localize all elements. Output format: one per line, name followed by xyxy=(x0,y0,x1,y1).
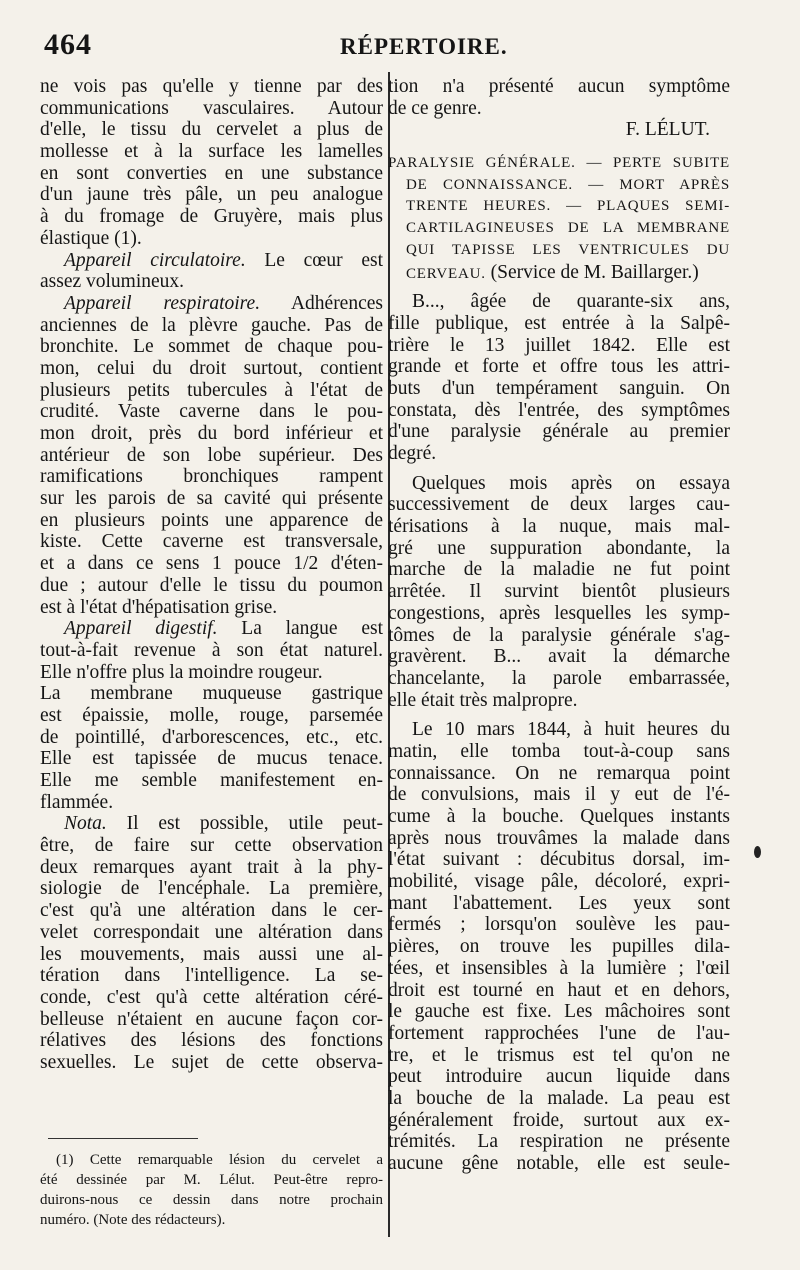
text-line: trémités. La respiration ne présente xyxy=(388,1131,730,1153)
text-line: tre, et le trismus est tel qu'on ne xyxy=(388,1044,730,1066)
text-line: fortement rapprochées l'une de l'au- xyxy=(388,1022,730,1044)
line-text: Le cœur est xyxy=(245,249,383,271)
text-line: droit est tourné en haut et en dehors, xyxy=(388,979,730,1001)
text-line: peut introduire aucun liquide dans xyxy=(388,1066,730,1088)
text-line: d'elle, le tissu du cervelet a plus de xyxy=(40,119,383,141)
text-line: communications vasculaires. Autour xyxy=(40,97,383,119)
text-line: bronchite. Le sommet de chaque pou- xyxy=(40,336,383,358)
text-line: l'état suivant : décubitus dorsal, im- xyxy=(388,849,730,871)
text-line: térisations à la nuque, mais mal- xyxy=(388,516,730,538)
text-line: elle était très malpropre. xyxy=(388,689,578,711)
text-line: tômes de la paralysie générale s'ag- xyxy=(388,624,730,646)
text-line: mon, celui du droit surtout, contient xyxy=(40,357,383,379)
text-line xyxy=(40,293,383,315)
text-line xyxy=(40,813,383,835)
text-line: Elle me semble manifestement en- xyxy=(40,770,383,791)
text-line xyxy=(40,250,383,272)
italic-heading: Appareil circulatoire. xyxy=(64,249,246,271)
ink-blot xyxy=(754,846,761,858)
text-line: de convulsions, mais il y eut de l'é- xyxy=(388,784,730,806)
case-heading-cerveau: CERVEAU. xyxy=(406,265,486,282)
text-line: pières, on trouve les pupilles dila- xyxy=(388,936,730,958)
text-line: deux remarques ayant trait à la phy- xyxy=(40,856,383,878)
text-line: sexuelles. Le sujet de cette observa- xyxy=(40,1051,383,1073)
text-line: tération dans l'intelligence. La se- xyxy=(40,965,383,987)
right-column-top xyxy=(388,76,730,119)
case-heading-line: TRENTE HEURES. — PLAQUES SEMI- xyxy=(406,198,730,215)
text-line: généralement froide, surtout aux ex- xyxy=(388,1109,730,1131)
text-line: La membrane muqueuse gastrique xyxy=(40,683,383,705)
text-line: gré une suppuration abondante, la xyxy=(388,537,730,559)
text-line: est à l'état d'hépatisation grise. xyxy=(40,596,278,618)
text-line: kiste. Cette caverne est transversale, xyxy=(40,531,383,553)
text-line: d'une paralysie générale au premier xyxy=(388,421,730,443)
text-line: le gauche est fixe. Les mâchoires sont xyxy=(388,1001,730,1023)
text-line: plusieurs petits tubercules à l'état de xyxy=(40,379,383,401)
text-line: fille publique, est entrée à la Salpê- xyxy=(388,312,730,334)
text-line: grande et forte et offre tous les attri- xyxy=(388,356,730,378)
paragraph-gap xyxy=(388,465,730,473)
text-line: mobilité, visage pâle, décoloré, expri- xyxy=(388,871,730,893)
text-line: c'est qu'à une altération dans le cer- xyxy=(40,900,383,922)
text-line: degré. xyxy=(388,443,437,464)
italic-heading: Nota. xyxy=(64,813,107,835)
text-line: aucune gêne notable, elle est seule- xyxy=(388,1153,730,1174)
text-line: successivement de deux larges cau- xyxy=(388,494,730,516)
text-line: due ; autour d'elle le tissu du poumon xyxy=(40,574,383,596)
text-line: buts d'un tempérament sanguin. On xyxy=(388,377,730,399)
case-heading-line: QUI TAPISSE LES VENTRICULES DU xyxy=(406,241,730,258)
text-line: marche de la maladie ne fut point xyxy=(388,559,730,581)
text-line: Quelques mois après on essaya xyxy=(412,472,730,494)
text-line: être, de faire sur cette observation xyxy=(40,835,383,857)
text-line: mollesse et à la surface les lamelles xyxy=(40,141,383,163)
text-line: flammée. xyxy=(40,791,114,813)
footnote-line: duirons-nous ce dessin dans notre prochain xyxy=(40,1192,383,1208)
text-line xyxy=(40,618,383,640)
line-text: Adhérences xyxy=(260,292,383,314)
text-line: constata, dès l'entrée, des symptômes xyxy=(388,399,730,421)
text-line: siologie de l'encéphale. La première, xyxy=(40,878,383,900)
text-line: Le 10 mars 1844, à huit heures du xyxy=(412,719,730,741)
case-heading-last-line xyxy=(388,262,730,284)
text-line: fermés ; lorsqu'on soulève les pau- xyxy=(388,914,730,936)
text-line: arrêtée. Il survint bientôt plusieurs xyxy=(388,581,730,603)
case-heading-line: DE CONNAISSANCE. — MORT APRÈS xyxy=(406,176,730,193)
left-column xyxy=(40,76,383,1074)
text-line: sur les parois de sa cavité qui présente xyxy=(40,488,383,510)
footnote-line: numéro. (Note des rédacteurs). xyxy=(40,1212,226,1228)
page-number: 464 xyxy=(44,28,92,61)
footnote-line: été dessinée par M. Lélut. Peut-être repro- xyxy=(40,1172,383,1188)
case-heading-service: (Service de M. Baillarger.) xyxy=(485,261,699,283)
text-line: B..., âgée de quarante-six ans, xyxy=(412,291,730,313)
text-line: et a dans ce sens 1 pouce 1/2 d'éten- xyxy=(40,553,383,575)
footnote xyxy=(40,1150,383,1230)
text-line: ne vois pas qu'elle y tienne par des xyxy=(40,76,383,97)
text-line: de ce genre. xyxy=(388,97,482,119)
text-line: tout-à-fait revenue à son état naturel. xyxy=(40,639,383,661)
signature: F. LÉLUT. xyxy=(625,119,710,141)
text-line: les mouvements, mais aussi une al- xyxy=(40,943,383,965)
text-line: de pointillé, d'arborescences, etc., etc. xyxy=(40,726,383,748)
text-line: en sont converties en une substance xyxy=(40,162,383,184)
text-line: la bouche de la malade. La peau est xyxy=(388,1087,730,1109)
spacer xyxy=(388,283,730,291)
text-line: après nous trouvâmes la malade dans xyxy=(388,827,730,849)
text-line: élastique (1). xyxy=(40,227,142,249)
line-text: La langue est xyxy=(217,618,383,640)
text-line: cume à la bouche. Quelques instants xyxy=(388,806,730,827)
text-line: gravèrent. B... avait la démarche xyxy=(388,646,730,668)
text-line: Elle n'offre plus la moindre rougeur. xyxy=(40,661,323,683)
footnote-rule xyxy=(48,1138,198,1139)
spacer xyxy=(388,141,730,153)
text-line: tées, et insensibles à la lumière ; l'œil xyxy=(388,957,730,979)
text-line: conde, c'est qu'à cette altération céré- xyxy=(40,986,383,1008)
text-line: velet correspondait une altération dans xyxy=(40,921,383,943)
text-line: à du fromage de Gruyère, mais plus xyxy=(40,206,383,228)
text-line: assez volumineux. xyxy=(40,271,185,293)
text-line: Elle est tapissée de mucus tenace. xyxy=(40,748,383,770)
line-text: Il est possible, utile peut- xyxy=(106,813,383,835)
text-line: d'un jaune très pâle, un peu analogue xyxy=(40,184,383,206)
text-line: belleuse n'étaient en aucune façon cor- xyxy=(40,1008,383,1030)
text-line: mant l'abattement. Les yeux sont xyxy=(388,892,730,914)
text-line: anciennes de la plèvre gauche. Pas de xyxy=(40,314,383,336)
right-column-body xyxy=(388,291,730,1175)
case-heading xyxy=(388,153,730,261)
text-line: mon droit, près du bord inférieur et xyxy=(40,423,383,444)
text-line: matin, elle tomba tout-à-coup sans xyxy=(388,740,730,762)
text-line: est épaissie, molle, rouge, parsemée xyxy=(40,704,383,726)
text-line: en plusieurs points une apparence de xyxy=(40,509,383,531)
case-heading-line: PARALYSIE GÉNÉRALE. — PERTE SUBITE xyxy=(388,155,730,172)
text-line: tion n'a présenté aucun symptôme xyxy=(388,76,730,97)
page-header xyxy=(40,28,780,68)
text-line: ramifications bronchiques rampent xyxy=(40,466,383,488)
text-line: antérieur de son lobe supérieur. Des xyxy=(40,444,383,466)
text-line: crudité. Vaste caverne dans le pou- xyxy=(40,401,383,423)
case-heading-line: CARTILAGINEUSES DE LA MEMBRANE xyxy=(406,220,730,237)
italic-heading: Appareil respiratoire. xyxy=(64,292,261,314)
paragraph-gap xyxy=(388,711,730,719)
text-line: rélatives des lésions des fonctions xyxy=(40,1030,383,1052)
text-line: congestions, après lesquelles les symp- xyxy=(388,602,730,624)
right-column xyxy=(388,76,730,1175)
italic-heading: Appareil digestif. xyxy=(64,618,218,640)
text-line: chancelante, la parole embarrassée, xyxy=(388,667,730,689)
running-title: RÉPERTOIRE. xyxy=(340,34,508,59)
footnote-line: (1) Cette remarquable lésion du cervelet a xyxy=(56,1152,383,1168)
text-line: connaissance. On ne remarqua point xyxy=(388,762,730,784)
text-line: trière le 13 juillet 1842. Elle est xyxy=(388,334,730,356)
